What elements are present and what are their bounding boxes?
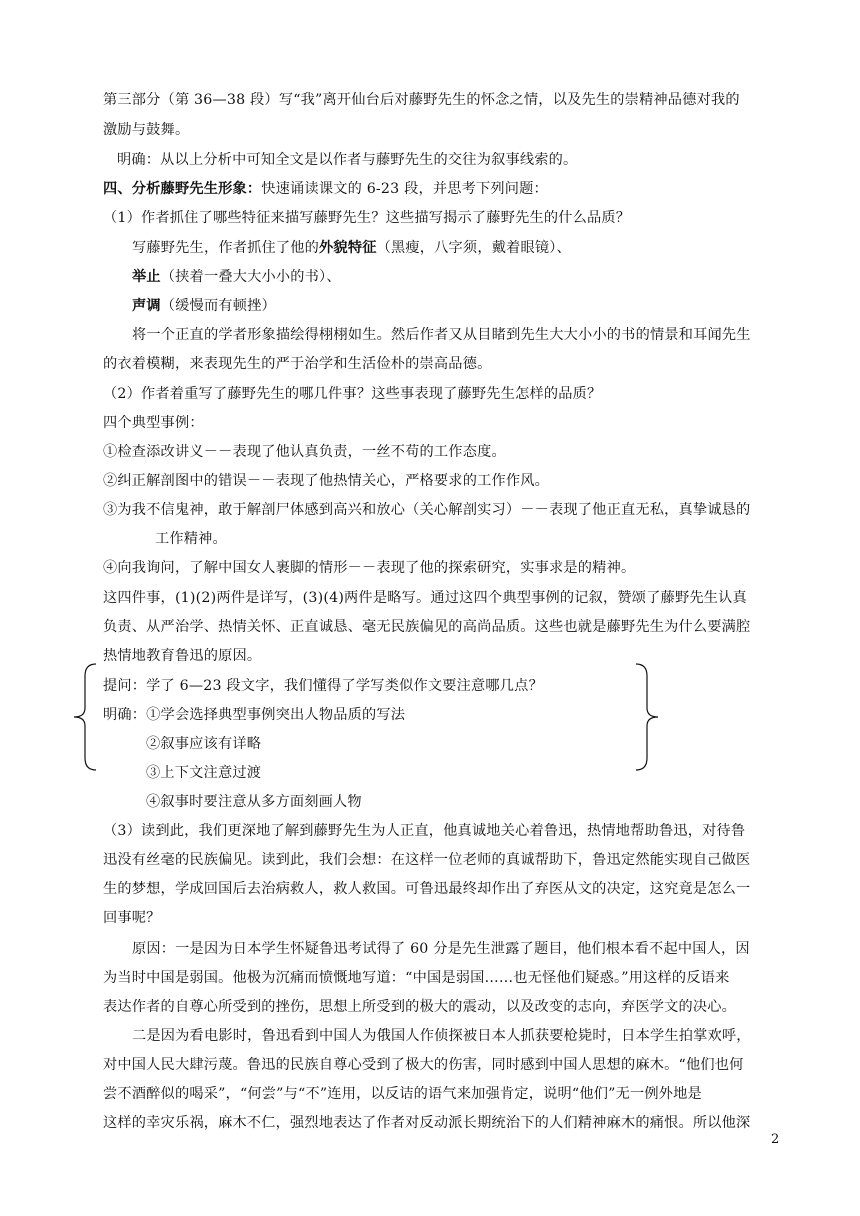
text-line: 明确：从以上分析中可知全文是以作者与藤野先生的交往为叙事线索的。 (117, 152, 578, 168)
page-number: 2 (771, 1132, 780, 1147)
text-span: （黑瘦，八字须，戴着眼镜）、 (376, 240, 571, 256)
bold-keyword: 外貌特征 (319, 240, 377, 256)
text-line: 生的梦想，学成回国后去治病救人，救人救国。可鲁迅最终却作出了弃医从文的决定，这究竟是怎么一 (103, 881, 751, 897)
text-line: 尝不酒醉似的喝采”，“何尝”与“不”连用，以反诘的语气来加强肯定，说明“他们”无一例外地是 (103, 1086, 702, 1102)
text-span: 写藤野先生，作者抓住了他的 (132, 240, 320, 256)
text-line: 迅没有丝毫的民族偏见。读到此，我们会想：在这样一位老师的真诚帮助下，鲁迅定然能实现自己做医 (103, 852, 751, 868)
text-span: （挟着一叠大大小小的书）、 (160, 269, 341, 285)
section-heading-bold: 四、分析藤野先生形象： (103, 181, 262, 197)
text-line: 的衣着模糊，来表现先生的严于治学和生活俭朴的崇高品德。 (103, 356, 492, 372)
bold-keyword: 举止 (132, 269, 161, 285)
text-line: 将一个正直的学者形象描绘得栩栩如生。然后作者又从目睹到先生大大小小的书的情景和耳闻先生 (132, 327, 751, 343)
text-line: 二是因为看电影时，鲁迅看到中国人为俄国人作侦探被日本人抓获要枪毙时，日本学生拍掌欢呼， (132, 1028, 751, 1044)
text-line: 第三部分（第 36—38 段）写“我”离开仙台后对藤野先生的怀念之情，以及先生的崇精神品德对我的 (103, 92, 740, 108)
text-span: （缓慢而有顿挫） (160, 298, 276, 314)
text-line: 这四件事，(1)(2)两件是详写，(3)(4)两件是略写。通过这四个典型事例的记叙，赞颂了藤野先生认真 (103, 590, 747, 606)
left-brace (70, 662, 100, 772)
text-line (132, 296, 812, 316)
text-line: 为当时中国是弱国。他极为沉痛而愤慨地写道：“中国是弱国……也无怪他们疑惑。”用这样的反语来 (103, 970, 730, 986)
list-item-continuation: 工作精神。 (155, 531, 227, 547)
list-item: ③为我不信鬼神，敢于解剖尸体感到高兴和放心（关心解剖实习）－－表现了他正直无私，真挚诚恳的 (103, 502, 751, 518)
bold-keyword: 声调 (132, 298, 161, 314)
text-line: 激励与鼓舞。 (103, 122, 190, 138)
question-2: （2）作者着重写了藤野先生的哪几件事？这些事表现了藤野先生怎样的品质？ (103, 386, 602, 402)
text-line: 负责、从严治学、热情关怀、正直诚恳、毫无民族偏见的高尚品质。这些也就是藤野先生为什么要满腔 (103, 619, 751, 635)
text-line: 表达作者的自尊心所受到的挫伤，思想上所受到的极大的震动，以及改变的志向，弃医学文的决心。 (103, 999, 737, 1015)
text-line (132, 238, 812, 258)
question-1: （1）作者抓住了哪些特征来描写藤野先生？这些描写揭示了藤野先生的什么品质？ (103, 210, 631, 226)
prompt-question: 提问：学了 6—23 段文字，我们懂得了学写类似作文要注意哪几点？ (103, 678, 543, 694)
question-3: （3）读到此，我们更深地了解到藤野先生为人正直，他真诚地关心着鲁迅，热情地帮助鲁迅，对待鲁 (103, 823, 746, 839)
section-heading-rest: 快速诵读课文的 6-23 段，并思考下列问题： (261, 181, 548, 197)
answer-line: ②叙事应该有详略 (146, 736, 262, 752)
text-line (132, 267, 812, 287)
text-line: 对中国人民大肆污蔑。鲁迅的民族自尊心受到了极大的伤害，同时感到中国人思想的麻木。“他们也何 (103, 1057, 744, 1073)
text-line: 这样的幸灾乐祸，麻木不仁，强烈地表达了作者对反动派长期统治下的人们精神麻木的痛恨。所以他深 (103, 1115, 751, 1131)
answer-line: ③上下文注意过渡 (146, 765, 262, 781)
text-line: 原因：一是因为日本学生怀疑鲁迅考试得了 60 分是先生泄露了题目，他们根本看不起中国人，因 (132, 941, 750, 957)
list-item: ①检查添改讲义－－表现了他认真负责，一丝不苟的工作态度。 (103, 444, 506, 460)
answer-line: 明确：①学会选择典型事例突出人物品质的写法 (103, 707, 406, 723)
text-line: 热情地教育鲁迅的原因。 (103, 648, 262, 664)
answer-line: ④叙事时要注意从多方面刻画人物 (146, 794, 362, 810)
list-item: ④向我询问，了解中国女人裹脚的情形－－表现了他的探索研究，实事求是的精神。 (103, 560, 636, 576)
text-line: 四个典型事例： (103, 415, 204, 431)
text-line: 回事呢？ (103, 910, 161, 926)
list-item: ②纠正解剖图中的错误－－表现了他热情关心，严格要求的工作作风。 (103, 473, 550, 489)
section-heading (103, 179, 783, 199)
